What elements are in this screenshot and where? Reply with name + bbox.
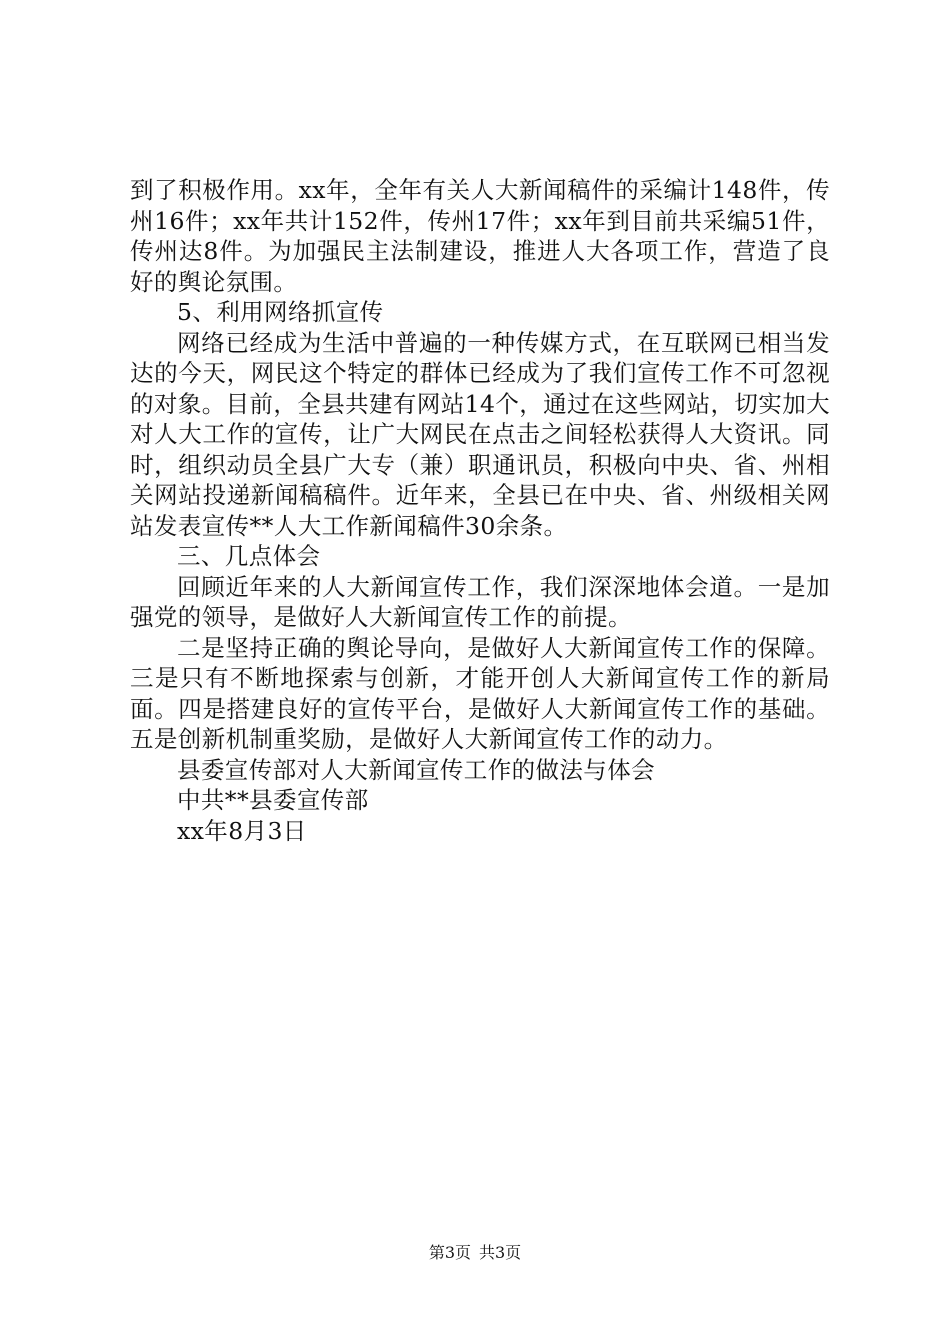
paragraph-experience-1: 回顾近年来的人大新闻宣传工作，我们深深地体会道。一是加强党的领导，是做好人大新闻宣传工作的前提。: [130, 572, 830, 631]
page-total: 共3页: [479, 1243, 522, 1262]
paragraph-experience-2: 二是坚持正确的舆论导向，是做好人大新闻宣传工作的保障。三是只有不断地探索与创新，才能开创人大新闻宣传工作的新局面。四是搭建良好的宣传平台，是做好人大新闻宣传工作的基础。五是创新机制重奖励，是做好人大新闻宣传工作的动力。: [130, 633, 830, 753]
signature-date: xx年8月3日: [177, 816, 307, 845]
paragraph-continuation: 到了积极作用。xx年，全年有关人大新闻稿件的采编计148件，传州16件；xx年共计152件，传州17件；xx年到目前共采编51件，传州达8件。为加强民主法制建设，推进人大各项工作，营造了良好的舆论氛围。: [130, 176, 830, 296]
document-title-line: 县委宣传部对人大新闻宣传工作的做法与体会: [177, 755, 655, 784]
paragraph-network: 网络已经成为生活中普遍的一种传媒方式，在互联网已相当发达的今天，网民这个特定的群体已经成为了我们宣传工作不可忽视的对象。目前，全县共建有网站14个，通过在这些网站，切实加大对人大工作的宣传，让广大网民在点击之间轻松获得人大资讯。同时，组织动员全县广大专（兼）职通讯员，积极向中央、省、州相关网站投递新闻稿稿件。近年来，全县已在中央、省、州级相关网站发表宣传**人大工作新闻稿件30余条。: [130, 328, 830, 540]
signature-organization: 中共**县委宣传部: [177, 786, 369, 814]
section-heading-experience: 三、几点体会: [177, 542, 321, 570]
document-body: [130, 175, 830, 846]
page-number: 第3页: [428, 1243, 471, 1262]
section-heading-network: 5、利用网络抓宣传: [177, 298, 384, 326]
page-footer: [0, 1243, 950, 1263]
